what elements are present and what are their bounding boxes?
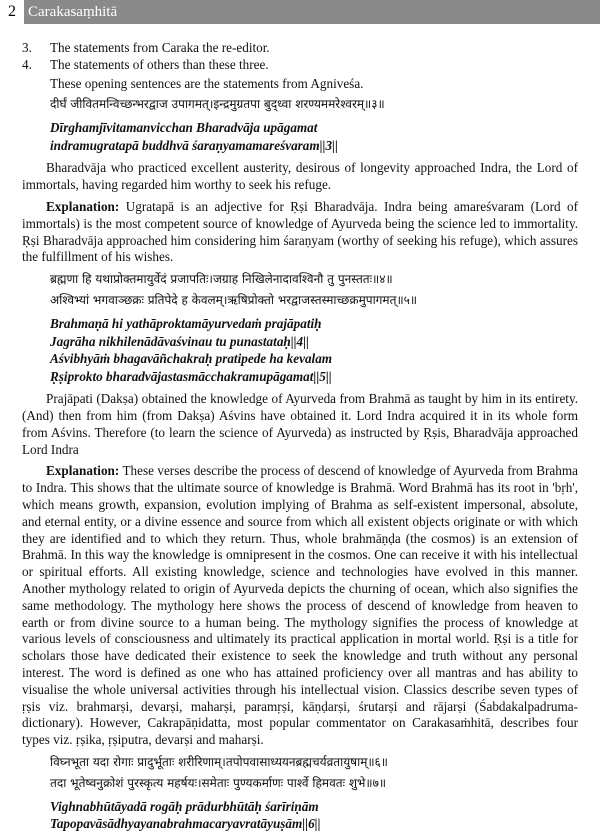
translit-line: Aśvibhyāṁ bhagavāñchakraḥ pratipede ha kevalam <box>50 351 333 367</box>
translit-line: Dīrghamjīvitamanvicchan Bharadvāja upāgamat <box>50 120 318 136</box>
intro-sentence: These opening sentences are the statements from Agniveśa. <box>50 75 364 91</box>
page-body <box>22 40 578 839</box>
explanation-label: Explanation: <box>46 463 120 479</box>
devanagari-verse-6: विघ्नभूता यदा रोगाः प्रादुर्भूताः शरीरिणाम्।तपोपवासाध्ययनब्रह्मचर्यव्रतायुषाम्॥६॥ <box>50 754 388 769</box>
explanation-paragraph <box>22 463 578 749</box>
transliteration-verse-6 <box>50 798 578 833</box>
list-text: The statements from Caraka the re-editor. <box>50 40 270 55</box>
transliteration-verse-3 <box>50 119 578 154</box>
list-item <box>22 40 578 57</box>
translation-paragraph: Bharadvāja who practiced excellent austerity, desirous of longevity approached Indra, the Lord of immortals, having regarded him worthy to seek his refuge. <box>22 160 578 193</box>
translit-line: Brahmaṇā hi yathāproktamāyurvedaṁ prajāpatiḥ <box>50 316 322 332</box>
transliteration-verses-4-5 <box>50 315 578 385</box>
translit-line: Tapopavāsādhyayanabrahmacaryavratāyuṣām||6|| <box>50 816 321 832</box>
explanation-label: Explanation: <box>46 198 120 214</box>
page-number: 2 <box>0 0 24 24</box>
explanation-text: These verses describe the process of descend of knowledge of Ayurveda from Brahma to Indra. This shows that the ultimate source of knowledge is Brahmā. Word Brahmā has its root in 'bṛh', which means growth, expansion, evolution implying of Brahma as self-existent impersonal, absolute, and eternal entity, or a divine essence and source from which all existent objects originate or with which they are identified and to which they return. Thus, whole brahmāṇḍa (the cosmos) is an extension of Brahmā. In this way the knowledge is omnipresent in the cosmos. One can receive it with his intellectual or spiritual efforts. All existing knowledge, science and technologies have evolved in this manner. Another mythology related to origin of Ayurveda depicts the churning of ocean, which also signifies the same methodology. The mythology here shows the process of descend of knowledge from heaven to earth or from divine source to a human being. The mythology signifies the process of knowledge at various levels of consciousness and ultimately its practical application in mortal world. Ṛṣi is a title for scholars those have dedicated their existence to seek the knowledge and truth without any personal interest. The word is defined as one who has attained proficiency over all mantras and has ability to visualise the whole universal activities through his intellectual vision. Classics describe seven types of ṛṣis viz. brahmarṣi, devarṣi, maharṣi, paramṛṣi, kāṇḍarṣi, śrutarṣi and rājarṣi (Śabdakalpadruma- dictionary). However, Cakrapāṇidatta, most popular commentator on Carakasaṁhitā, describes four types viz. ṛṣika, ṛṣiputra, devarṣi and maharṣi. <box>22 463 578 748</box>
devanagari-verse-4: ब्रह्मणा हि यथाप्रोक्तमायुर्वेदं प्रजापतिः।जग्राह निखिलेनादावश्विनौ तु पुनस्ततः॥४॥ <box>50 272 393 287</box>
translit-line: Jagrāha nikhilenādāvaśvinau tu punastataḥ||4|| <box>50 333 309 349</box>
list-number: 3. <box>22 40 32 55</box>
list-item <box>22 57 578 74</box>
devanagari-verse-3: दीर्घं जीवितमन्विच्छन्भरद्वाज उपागमत्।इन्द्रमुग्रतपा बुद्ध्वा शरण्यममरेश्वरम्॥३॥ <box>50 97 385 112</box>
page-header <box>0 0 600 24</box>
translit-line: Vighnabhūtāyadā rogāḥ prādurbhūtāḥ śarīriṇām <box>50 798 319 814</box>
explanation-text: Ugratapā is an adjective for Ṛṣi Bharadvāja. Indra being amareśvaram (Lord of immortals) is the most competent source of knowledge of Ayurveda being the science led to immortality. Ṛṣi Bharadvāja approached him considering him śaraṇyam (worthy of seeking his refuge), which assures the fulfillment of his wishes. <box>22 198 578 265</box>
explanation-paragraph <box>22 199 578 266</box>
running-head: Carakasaṃhitā <box>28 4 118 20</box>
list-number: 4. <box>22 56 32 72</box>
translation-paragraph: Prajāpati (Dakṣa) obtained the knowledge of Ayurveda from Brahmā as taught by him in its entirety. (And) then from him (from Dakṣa) Aśvins have obtained it. Lord Indra acquired it in its whole form from Aśvins. Therefore (to learn the science of Ayurveda) as instructed by Ṛṣis, Bharadvāja approached Lord Indra <box>22 391 578 457</box>
list-text: The statements of others than these three. <box>50 56 269 72</box>
devanagari-verse-5: अश्विभ्यां भगवाञ्छक्रः प्रतिपेदे ह केवलम्।ऋषिप्रोक्तो भरद्वाजस्तस्माच्छक्रमुपागमत्॥५॥ <box>50 293 418 308</box>
devanagari-verse-7: तदा भूतेष्वनुक्रोशं पुरस्कृत्य महर्षयः।समेताः पुण्यकर्माणः पार्श्वे हिमवतः शुभे॥७॥ <box>50 775 387 790</box>
translit-line: Ṛṣiprokto bharadvājastasmācchakramupāgamat||5|| <box>50 368 332 384</box>
translit-line: indramugratapā buddhvā śaraṇyamamareśvaram||3|| <box>50 137 338 153</box>
